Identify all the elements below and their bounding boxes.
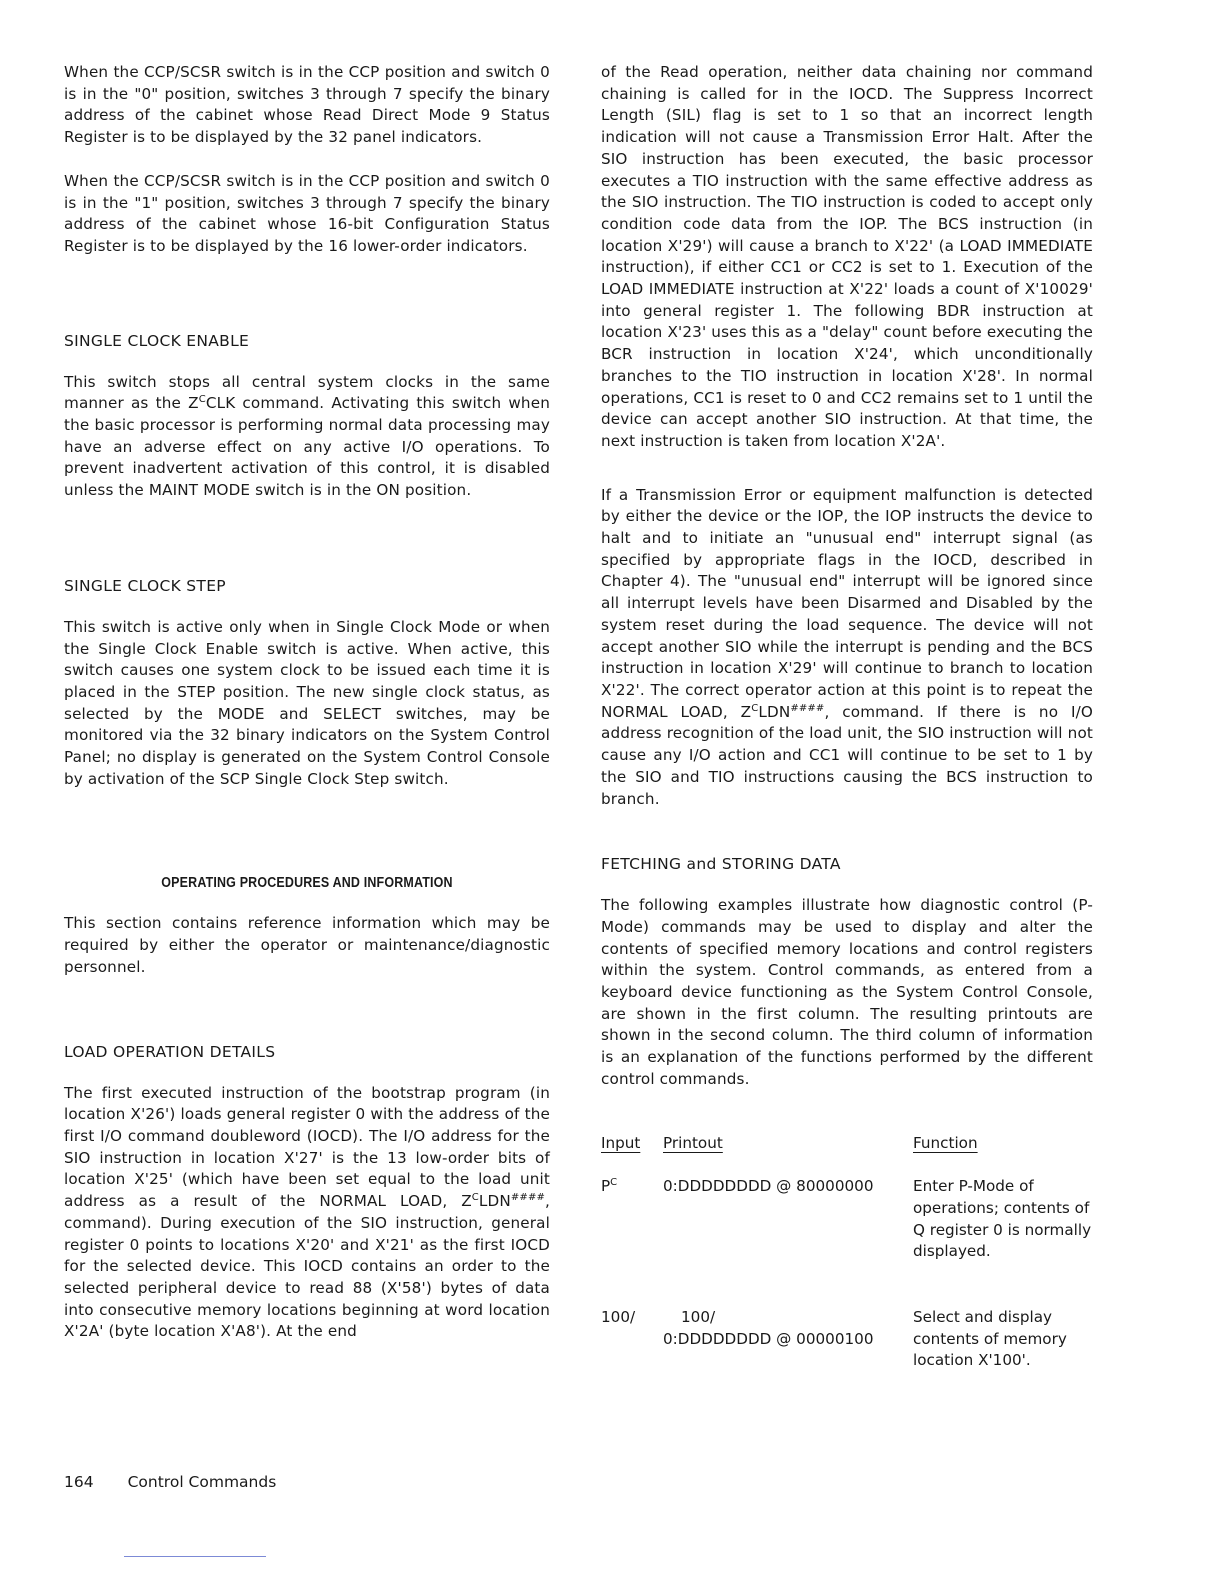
function-cell: Select and display contents of memory location X'100'. bbox=[913, 1308, 1067, 1370]
input-cell: 100/ bbox=[601, 1308, 636, 1327]
footer-section-title: Control Commands bbox=[127, 1473, 277, 1491]
fetching-storing-paragraph: The following examples illustrate how diagnostic control (P-Mode) commands may be used to display and alter the contents of specified memory locations and control registers within the system. Control commands, as entered from a keyboard device functioning as the System Control Console, are shown in the first column. The resulting printouts are shown in the second column. The third column of information is an explanation of the functions performed by the different control commands. bbox=[601, 896, 1093, 1088]
function-cell: Enter P-Mode of operations; contents of Q register 0 is normally displayed. bbox=[913, 1177, 1092, 1261]
page-footer bbox=[64, 1473, 310, 1491]
load-operation-paragraph: The first executed instruction of the bootstrap program (in location X'26') loads general register 0 with the address of the first I/O command doubleword (IOCD). The I/O address for the SIO instruction in location X'27' is the 13 low-order bits of location X'25' (which have been set equal to the load unit address as a result of the NORMAL LOAD, $Z^CLDN^{\#\#\#\#}$, command). During execution of the SIO instruction, general register 0 points to locations X'20' and X'21' as the first IOCD for the selected device. This IOCD contains an order to the selected peripheral device to read 88 (X'58') bytes of data into consecutive memory locations beginning at word location X'2A' (byte location X'A8'). At the end bbox=[64, 1083, 550, 1341]
single-clock-step-heading: SINGLE CLOCK STEP bbox=[64, 576, 226, 595]
load-operation-heading: LOAD OPERATION DETAILS bbox=[64, 1042, 276, 1061]
table-header-row bbox=[601, 1133, 1093, 1157]
input-column-header: Input bbox=[601, 1133, 641, 1152]
examples-table bbox=[601, 1133, 1093, 1373]
ccp-switch0-zero-paragraph: When the CCP/SCSR switch is in the CCP position and switch 0 is in the "0" position, switches 3 through 7 specify the binary address of the cabinet whose Read Direct Mode 9 Status Register is to be displayed by the 32 panel indicators. bbox=[64, 63, 550, 147]
input-cell: $P^C$ bbox=[601, 1177, 618, 1196]
table-row bbox=[601, 1156, 1093, 1263]
printout-cell: 100/ 0:DDDDDDDD @ 00000100 bbox=[663, 1308, 874, 1348]
transmission-error-paragraph: If a Transmission Error or equipment malfunction is detected by either the device or the IOP, the IOP instructs the device to halt and to initiate an "unusual end" interrupt signal (as specified by appropriate flags in the IOCD, described in Chapter 4). The "unusual end" interrupt will be ignored since all interrupt levels have been Disarmed and Disabled by the system reset during the load sequence. The device will not accept another SIO while the interrupt is pending and the BCS instruction in location X'29' will continue to branch to location X'22'. The correct operator action at this point is to repeat the NORMAL LOAD, $Z^CLDN^{\#\#\#\#}$, command. If there is no I/O address recognition of the load unit, the SIO instruction will not cause any I/O action and CC1 will continue to be set to 1 by the SIO and TIO instructions causing the BCS instruction to branch. bbox=[601, 485, 1093, 808]
single-clock-enable-paragraph: This switch stops all central system clocks in the same manner as the $Z^CCLK$ command. Activating this switch when the basic processor is performing normal data processing may have an adverse effect on any active I/O operations. To prevent inadvertent activation of this control, it is disabled unless the MAINT MODE switch is in the ON position. bbox=[64, 372, 550, 500]
function-column-header: Function bbox=[913, 1133, 978, 1152]
read-operation-paragraph: of the Read operation, neither data chaining nor command chaining is called for in the IOCD. The Suppress Incorrect Length (SIL) flag is set to 1 so that an incorrect length indication will not cause a Transmission Error Halt. After the SIO instruction has been executed, the basic processor executes a TIO instruction with the same effective address as the SIO instruction. The TIO instruction is coded to accept only condition code data from the IOP. The BCS instruction (in location X'29') will cause a branch to X'22' (a LOAD IMMEDIATE instruction), if either CC1 or CC2 is set to 1. Execution of the LOAD IMMEDIATE instruction at X'22' loads a count of X'10029' into general register 1. The following BDR instruction at location X'23' uses this as a "delay" count before executing the BCR instruction in location X'24', which unconditionally branches to the TIO instruction in location X'28'. In normal operations, CC1 is reset to 0 and CC2 remains set to 1 until the device can accept another SIO instruction. At that time, the next instruction is taken from location X'2A'. bbox=[601, 63, 1093, 450]
single-clock-enable-heading: SINGLE CLOCK ENABLE bbox=[64, 331, 250, 350]
page-number: 164 bbox=[64, 1473, 94, 1491]
ccp-switch0-one-paragraph: When the CCP/SCSR switch is in the CCP position and switch 0 is in the "1" position, switches 3 through 7 specify the binary address of the cabinet whose 16-bit Configuration Status Register is to be displayed by the 16 lower-order indicators. bbox=[64, 171, 550, 255]
table-row bbox=[601, 1263, 1093, 1372]
operating-procedures-paragraph: This section contains reference information which may be required by either the operator or maintenance/diagnostic personnel. bbox=[64, 914, 550, 976]
operating-procedures-heading: OPERATING PROCEDURES AND INFORMATION bbox=[161, 875, 453, 892]
right-column bbox=[601, 62, 1093, 1372]
single-clock-step-paragraph: This switch is active only when in Single Clock Mode or when the Single Clock Enable switch is active. When active, this switch causes one system clock to be issued each time it is placed in the STEP position. The new single clock status, as selected by the MODE and SELECT switches, may be monitored via the 32 binary indicators on the System Control Panel; no display is generated on the System Control Console by activation of the SCP Single Clock Step switch. bbox=[64, 617, 550, 788]
printout-column-header: Printout bbox=[663, 1133, 723, 1152]
printout-cell: 0:DDDDDDDD @ 80000000 bbox=[663, 1177, 874, 1196]
fetching-storing-heading: FETCHING and STORING DATA bbox=[601, 855, 841, 874]
scan-artifact-line bbox=[124, 1556, 266, 1557]
left-column bbox=[64, 62, 550, 1343]
